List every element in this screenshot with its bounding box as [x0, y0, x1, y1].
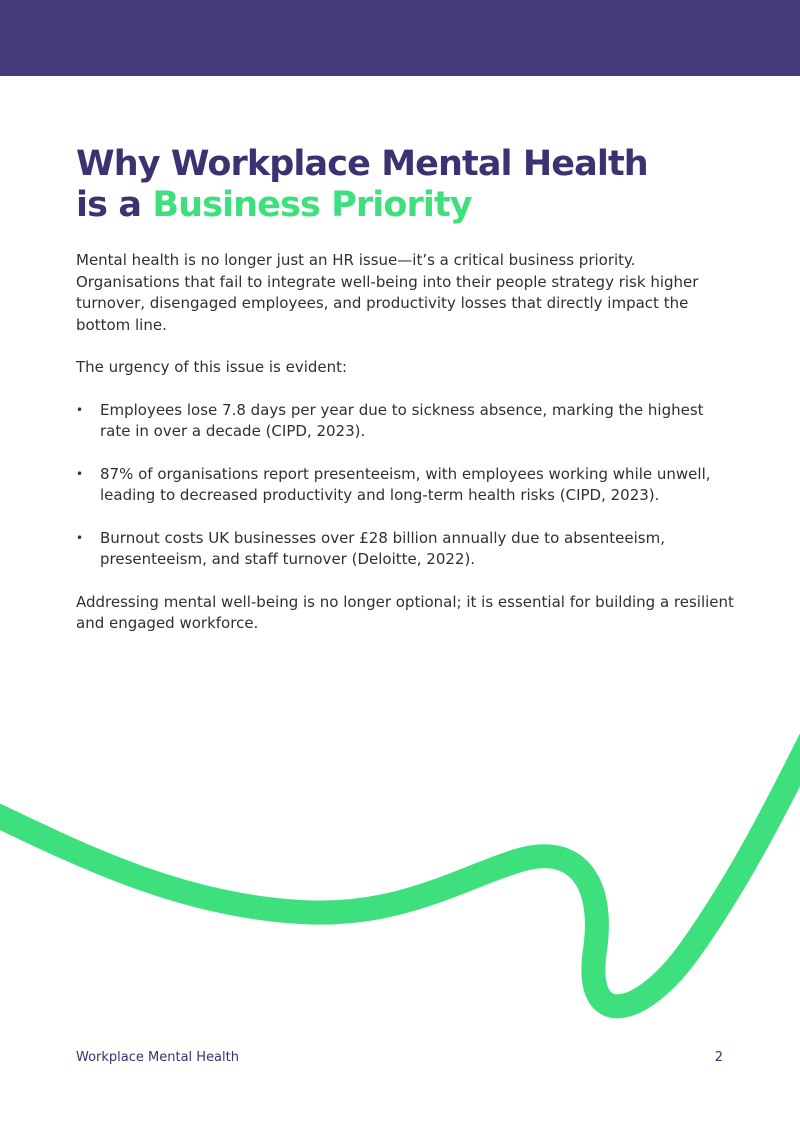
- title-line-1: Why Workplace Mental Health: [76, 144, 648, 184]
- bullet-icon: •: [76, 530, 84, 545]
- list-item-text: 87% of organisations report presenteeism, with employees working while unwell, leading to decreased productivity and long-term health risks (CIPD, 2023).: [100, 464, 711, 504]
- footer-title: Workplace Mental Health: [76, 1050, 239, 1065]
- intro-paragraph: Mental health is no longer just an HR issue—it’s a critical business priority. Organisations that fail to integrate well-being into their people strategy risk higher turnover, disengaged employees, and productivity losses that directly impact the bottom line.: [76, 251, 699, 334]
- urgency-paragraph: The urgency of this issue is evident:: [76, 358, 348, 376]
- page-number: 2: [714, 1050, 723, 1065]
- title-accent: Business Priority: [152, 185, 472, 225]
- closing-paragraph: Addressing mental well-being is no longer optional; it is essential for building a resilient and engaged workforce.: [76, 592, 734, 632]
- green-wave-line: [0, 740, 800, 1006]
- bullet-icon: •: [76, 466, 84, 481]
- title-line-2-prefix: is a: [76, 185, 153, 225]
- bullet-icon: •: [76, 402, 84, 417]
- list-item-text: Burnout costs UK businesses over £28 billion annually due to absenteeism, presenteeism, and staff turnover (Deloitte, 2022).: [100, 528, 665, 568]
- list-item-text: Employees lose 7.8 days per year due to sickness absence, marking the highest rate in over a decade (CIPD, 2023).: [100, 400, 704, 440]
